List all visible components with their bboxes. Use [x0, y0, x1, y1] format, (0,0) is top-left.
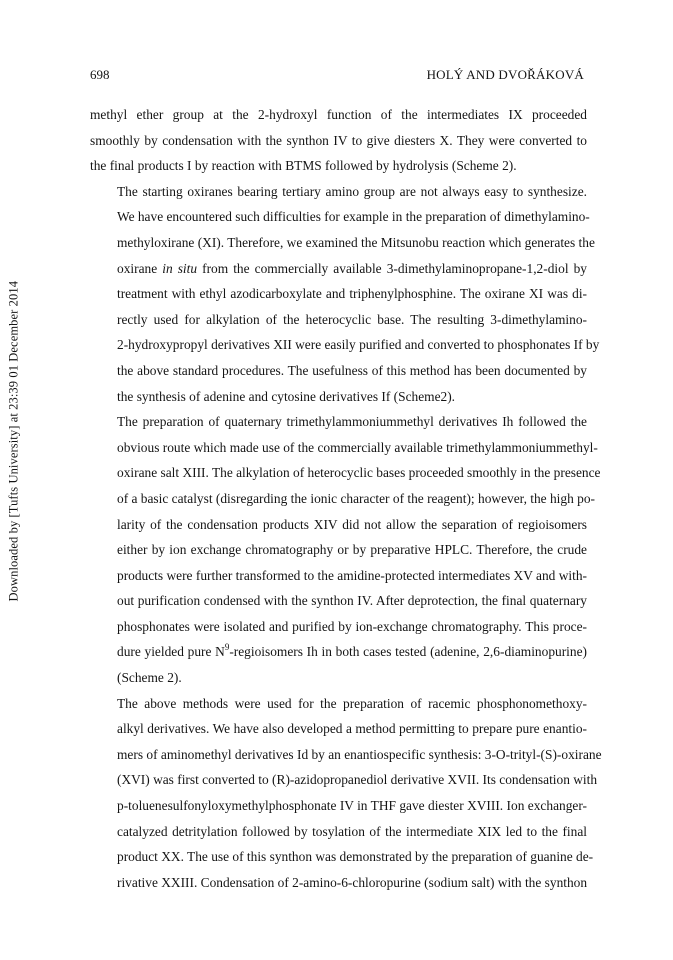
text-line: p-toluenesulfonyloxymethylphosphonate IV in THF gave diester XVIII. Ion exchanger- [117, 798, 587, 814]
text-line: catalyzed detritylation followed by tosylation of the intermediate XIX led to the final [117, 823, 587, 839]
text-line: oxirane salt XIII. The alkylation of heterocyclic bases proceeded smoothly in the presence [117, 465, 601, 481]
text-line: mers of aminomethyl derivatives Id by an enantiospecific synthesis: 3-O-trityl-(S)-oxirane [117, 746, 602, 762]
text-line: smoothly by condensation with the synthon IV to give diesters X. They were converted to [90, 132, 587, 148]
text-line: treatment with ethyl azodicarboxylate and triphenylphosphine. The oxirane XI was di- [117, 286, 587, 302]
paragraph [90, 691, 602, 896]
text-line: larity of the condensation products XIV did not allow the separation of regioisomers [117, 516, 587, 532]
text-line: The starting oxiranes bearing tertiary amino group are not always easy to synthesize. [117, 183, 587, 199]
text-line: the final products I by reaction with BTMS followed by hydrolysis (Scheme 2). [90, 158, 517, 174]
text-line: The preparation of quaternary trimethylammoniummethyl derivatives Ih followed the [117, 414, 587, 430]
body-text [90, 102, 602, 895]
text-line: rectly used for alkylation of the heterocyclic base. The resulting 3-dimethylamino- [117, 311, 587, 327]
download-watermark: Downloaded by [Tufts University] at 23:39 01 December 2014 [6, 280, 21, 602]
page-header [90, 67, 584, 85]
text-line: alkyl derivatives. We have also developed a method permitting to prepare pure enantio- [117, 721, 587, 737]
paragraph [90, 409, 601, 691]
text-line: methyloxirane (XI). Therefore, we examined the Mitsunobu reaction which generates the [117, 234, 595, 250]
text-line: products were further transformed to the amidine-protected intermediates XV and with- [117, 567, 587, 583]
text-line: 2-hydroxypropyl derivatives XII were easily purified and converted to phosphonates If by [117, 337, 600, 353]
text-line: dure yielded pure $N^9$-regioisomers Ih in both cases tested (adenine, 2,6-diaminopurine) [117, 642, 587, 660]
text-line: of a basic catalyst (disregarding the ionic character of the reagent); however, the high po- [117, 490, 595, 506]
text-line: The above methods were used for the preparation of racemic phosphonomethoxy- [117, 695, 587, 711]
page-number: 698 [90, 67, 110, 82]
text-line: rivative XXIII. Condensation of 2-amino-6-chloropurine (sodium salt) with the synthon [117, 874, 588, 890]
text-line: obvious route which made use of the commercially available trimethylammoniummethyl- [117, 439, 598, 455]
text-line: methyl ether group at the 2-hydroxyl function of the intermediates IX proceeded [90, 107, 587, 122]
paragraph [90, 179, 600, 409]
text-line: either by ion exchange chromatography or by preparative HPLC. Therefore, the crude [117, 542, 587, 558]
text-line: the above standard procedures. The usefulness of this method has been documented by [117, 362, 587, 378]
text-line: We have encountered such difficulties for example in the preparation of dimethylamino- [117, 209, 590, 225]
text-line: product XX. The use of this synthon was demonstrated by the preparation of guanine de- [117, 849, 594, 865]
text-line: the synthesis of adenine and cytosine derivatives If (Scheme2). [117, 388, 456, 404]
text-line: phosphonates were isolated and purified by ion-exchange chromatography. This proce- [117, 618, 587, 634]
paragraph [90, 102, 587, 179]
text-line: (XVI) was first converted to (R)-azidopropanediol derivative XVII. Its condensation with [117, 772, 598, 788]
running-head: HOLÝ AND DVOŘÁKOVÁ [426, 67, 584, 82]
text-line: out purification condensed with the synthon IV. After deprotection, the final quaternary [117, 593, 587, 609]
text-line: oxirane in situ from the commercially available 3-dimethylaminopropane-1,2-diol by [117, 260, 587, 276]
text-line: (Scheme 2). [117, 670, 182, 686]
